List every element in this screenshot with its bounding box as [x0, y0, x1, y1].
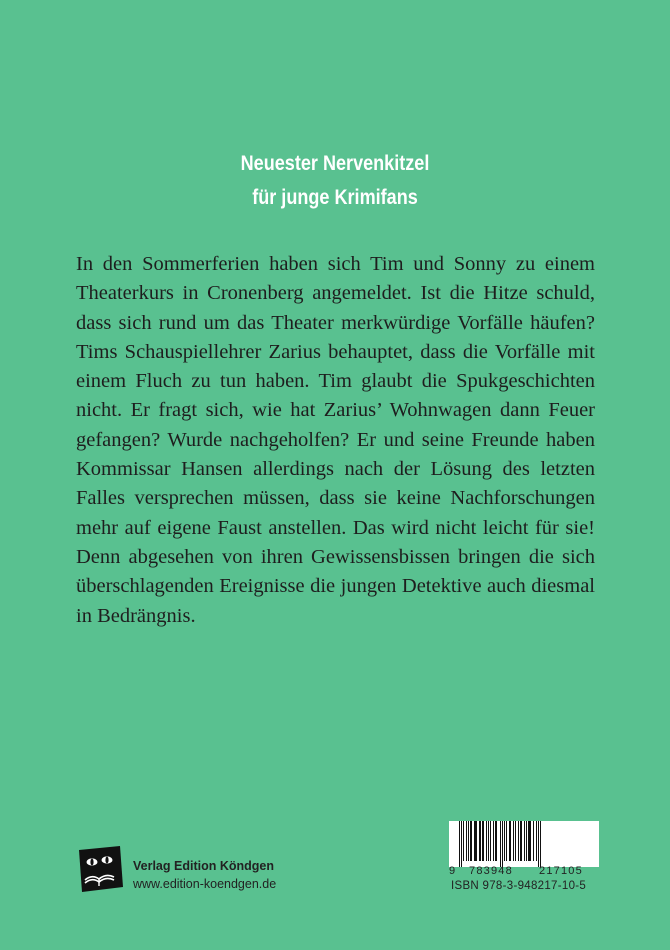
barcode-right-group: 217105 [539, 865, 583, 877]
blurb-text: In den Sommerferien haben sich Tim und Sonny zu einem Theaterkurs in Cronenberg angemeldet. Ist die Hitze schuld, dass sich rund um das Theater merkwürdige Vorfälle häufen? Tims Schauspiellehrer Zarius behauptet, dass die Vorfälle mit einem Fluch zu tun haben. Tim glaubt die Spukgeschichten nicht. Er fragt sich, wie hat Zarius’ Wohnwagen dann Feuer gefangen? Wurde nachgeholfen? Er und seine Freunde haben Kommissar Hansen allerdings nach der Lösung des letzten Falles versprechen müssen, dass sie keine Nachforschungen mehr auf eigene Faust anstellen. Das wird nicht leicht für sie! Denn abgesehen von ihren Gewissensbissen bringen die sich überschlagenden Ereignisse die jungen Detektive auch diesmal in Bedrängnis. [76, 253, 595, 627]
isbn-number: ISBN 978-3-948217-10-5 [451, 880, 587, 892]
headline-line-1: Neuester Nervenkitzel [240, 152, 430, 175]
publisher-name: Verlag Edition Köndgen [133, 859, 274, 873]
publisher-website: www.edition-koendgen.de [133, 877, 277, 891]
headline [47, 147, 623, 215]
barcode-left-group: 783948 [469, 865, 513, 877]
barcode-lead-digit: 9 [449, 865, 456, 877]
publisher-block [76, 845, 336, 900]
headline-line-2: für junge Krimifans [252, 186, 418, 209]
cat-eyes-book-logo-icon [76, 845, 124, 893]
barcode [449, 821, 599, 867]
barcode-digits [449, 865, 599, 879]
barcode-block [449, 821, 599, 897]
